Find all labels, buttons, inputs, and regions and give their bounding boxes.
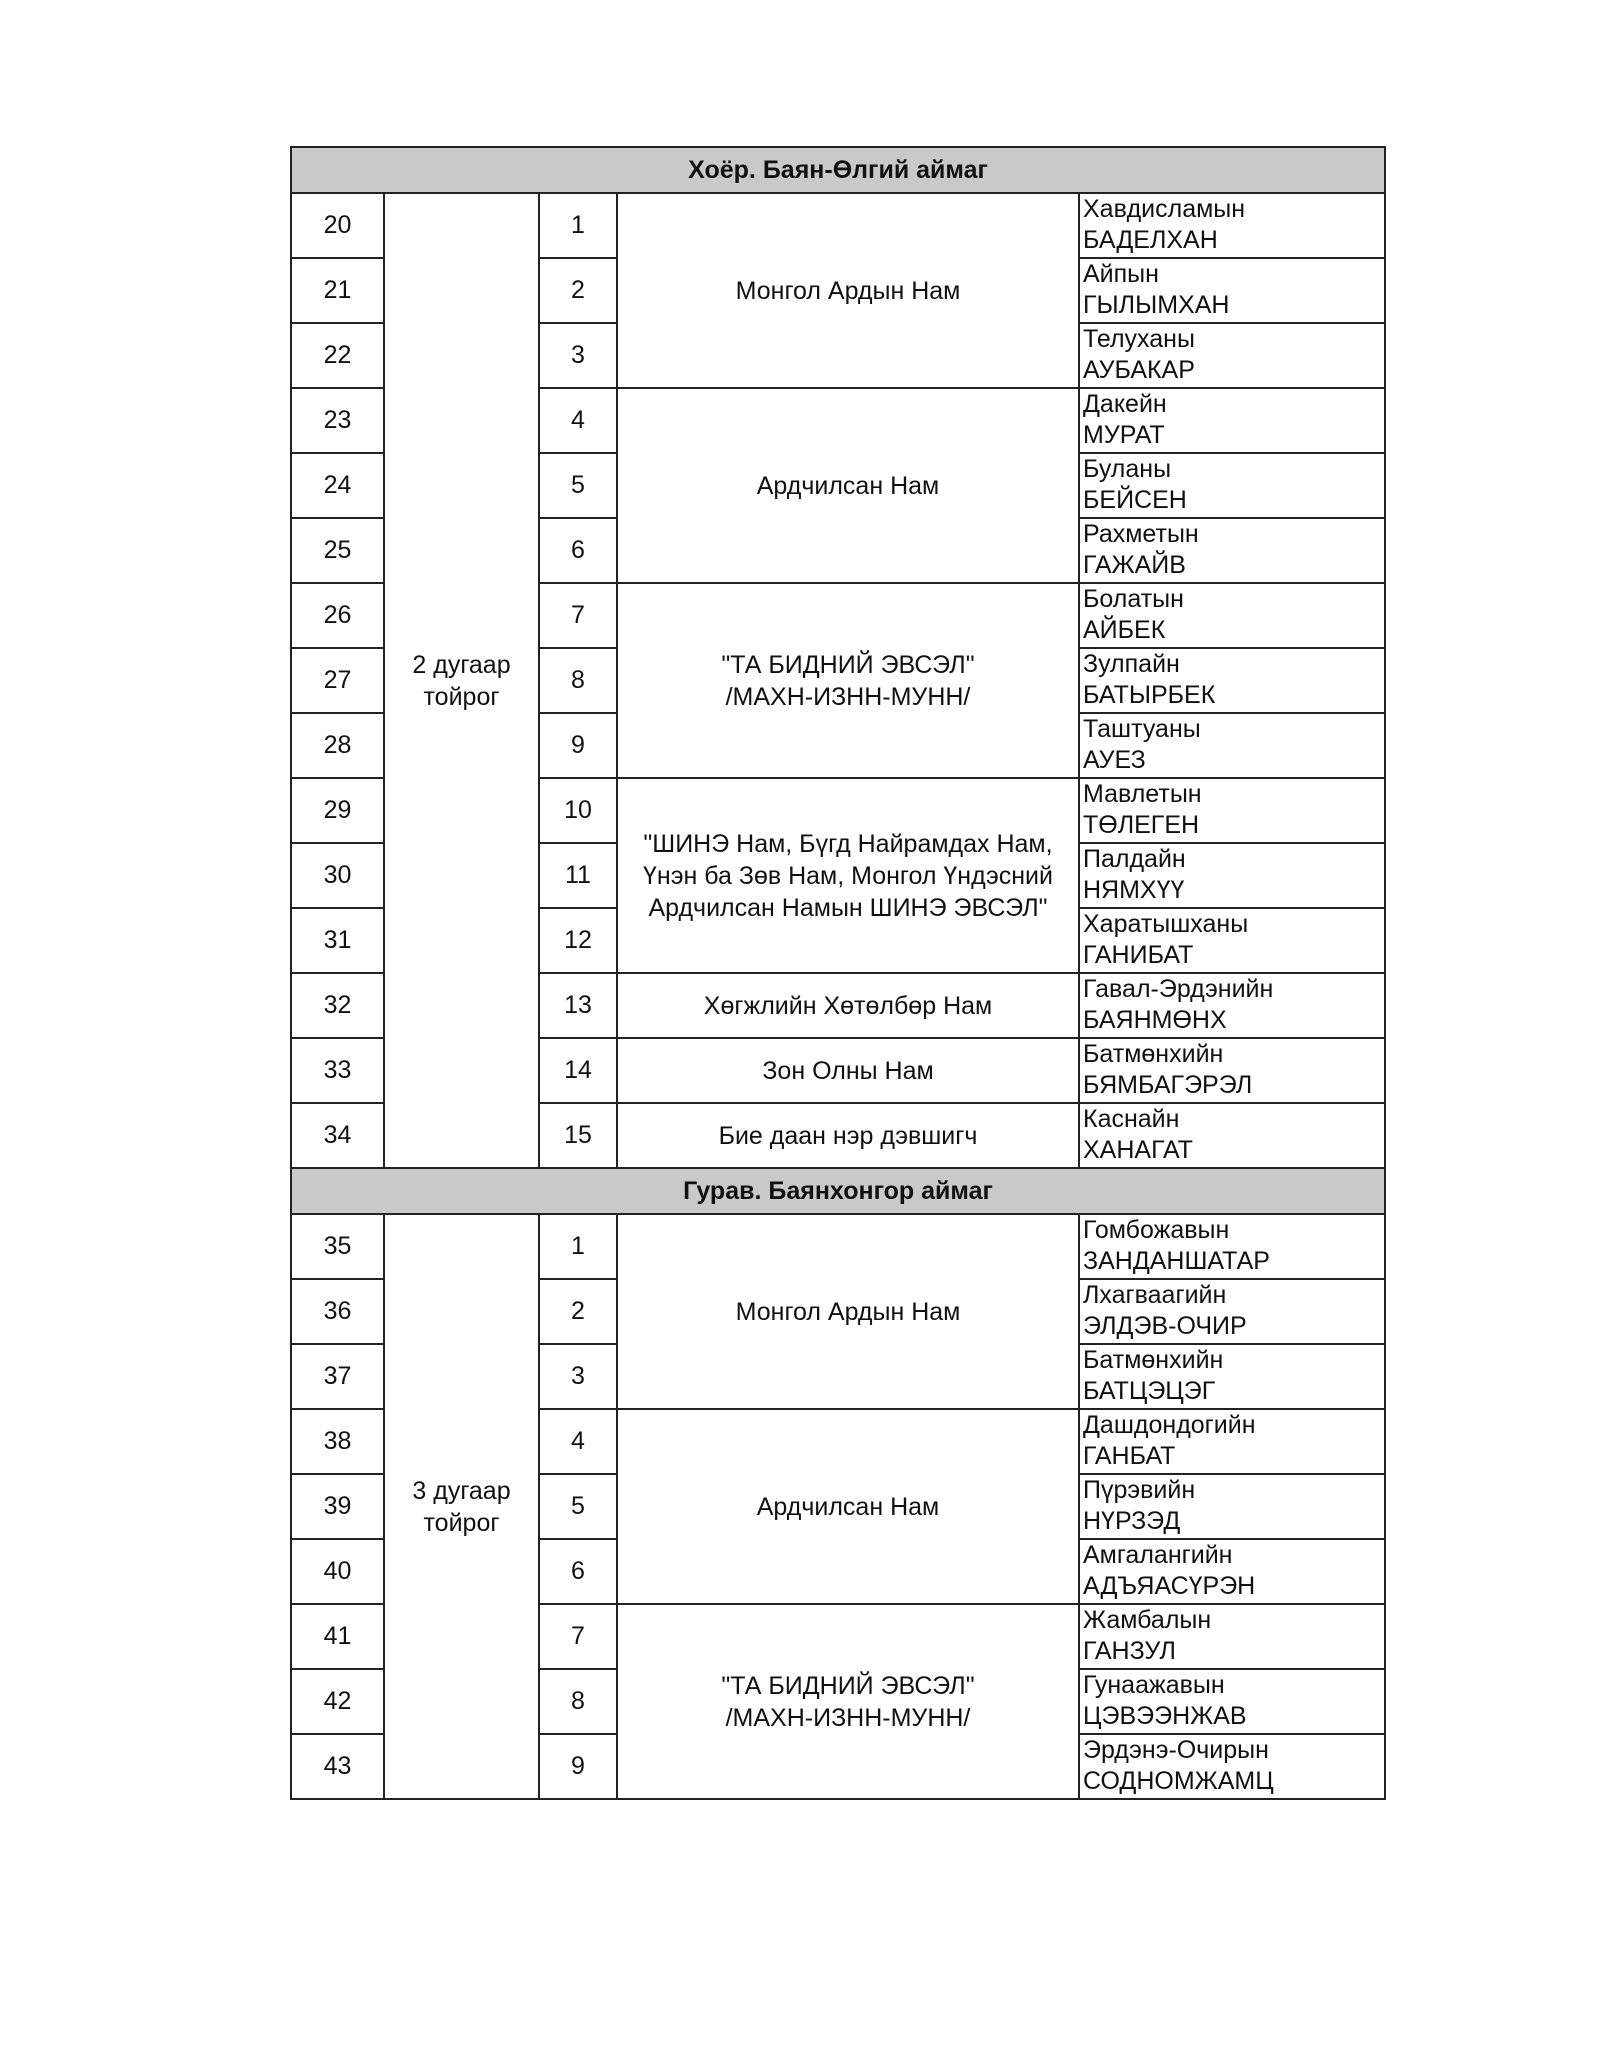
candidate-name-cell [1079, 1669, 1385, 1734]
candidate-number: 3 [539, 323, 617, 388]
district-cell: 2 дугаар тойрог [384, 193, 539, 1168]
party-name: Хөгжлийн Хөтөлбөр Нам [617, 973, 1079, 1038]
candidate-name-cell [1079, 713, 1385, 778]
candidate-name-cell [1079, 1214, 1385, 1279]
candidate-surname: ГАНБАТ [1083, 1442, 1176, 1470]
candidate-number: 14 [539, 1038, 617, 1103]
party-name: Бие даан нэр дэвшигч [617, 1103, 1079, 1168]
row-number: 23 [291, 388, 384, 453]
candidate-number: 2 [539, 1279, 617, 1344]
candidate-number: 9 [539, 1734, 617, 1799]
table-row [291, 193, 1385, 258]
candidate-number: 9 [539, 713, 617, 778]
row-number: 43 [291, 1734, 384, 1799]
candidate-number: 8 [539, 648, 617, 713]
candidate-number: 5 [539, 1474, 617, 1539]
candidate-surname: АУБАКАР [1083, 356, 1195, 384]
candidate-number: 7 [539, 1604, 617, 1669]
candidate-number: 3 [539, 1344, 617, 1409]
candidate-given-name: Гунаажавын [1083, 1671, 1225, 1699]
candidate-name-cell [1079, 323, 1385, 388]
candidate-given-name: Эрдэнэ-Очирын [1083, 1736, 1269, 1764]
candidate-name-cell [1079, 1279, 1385, 1344]
party-name: "ТА БИДНИЙ ЭВСЭЛ" /МАХН-ИЗНН-МУНН/ [617, 1604, 1079, 1799]
candidate-given-name: Лхагваагийн [1083, 1281, 1227, 1309]
row-number: 22 [291, 323, 384, 388]
row-number: 32 [291, 973, 384, 1038]
candidate-surname: ГАНИБАТ [1083, 941, 1194, 969]
candidate-given-name: Таштуаны [1083, 715, 1201, 743]
candidate-name-cell [1079, 453, 1385, 518]
candidate-surname: ЗАНДАНШАТАР [1083, 1247, 1270, 1275]
candidate-surname: БАТЦЭЦЭГ [1083, 1377, 1216, 1405]
candidate-surname: БЯМБАГЭРЭЛ [1083, 1071, 1253, 1099]
candidate-name-cell [1079, 778, 1385, 843]
candidate-number: 13 [539, 973, 617, 1038]
candidate-given-name: Амгалангийн [1083, 1541, 1233, 1569]
candidate-number: 11 [539, 843, 617, 908]
district-cell: 3 дугаар тойрог [384, 1214, 539, 1799]
candidate-name-cell [1079, 1604, 1385, 1669]
candidate-name-cell [1079, 908, 1385, 973]
candidate-surname: БЕЙСЕН [1083, 486, 1187, 514]
table-row [291, 1214, 1385, 1279]
row-number: 42 [291, 1669, 384, 1734]
section-header-row [291, 1168, 1385, 1214]
candidate-number: 2 [539, 258, 617, 323]
candidate-number: 1 [539, 193, 617, 258]
candidate-name-cell [1079, 258, 1385, 323]
section-title: Хоёр. Баян-Өлгий аймаг [291, 147, 1385, 193]
row-number: 36 [291, 1279, 384, 1344]
party-name: Монгол Ардын Нам [617, 193, 1079, 388]
candidate-surname: ТӨЛЕГЕН [1083, 811, 1200, 839]
candidate-surname: ГАНЗУЛ [1083, 1637, 1176, 1665]
candidate-surname: ГАЖАЙВ [1083, 551, 1186, 579]
candidate-given-name: Пүрэвийн [1083, 1476, 1196, 1504]
candidate-given-name: Дакейн [1083, 390, 1167, 418]
candidate-surname: АДЪЯАСҮРЭН [1083, 1572, 1256, 1600]
candidate-name-cell [1079, 1344, 1385, 1409]
candidate-surname: БАДЕЛХАН [1083, 226, 1218, 254]
candidate-name-cell [1079, 193, 1385, 258]
candidate-given-name: Харатышханы [1083, 910, 1249, 938]
candidate-number: 8 [539, 1669, 617, 1734]
party-name: Зон Олны Нам [617, 1038, 1079, 1103]
row-number: 27 [291, 648, 384, 713]
candidate-number: 1 [539, 1214, 617, 1279]
row-number: 26 [291, 583, 384, 648]
candidate-name-cell [1079, 583, 1385, 648]
candidate-given-name: Хавдисламын [1083, 195, 1246, 223]
candidate-given-name: Буланы [1083, 455, 1172, 483]
row-number: 25 [291, 518, 384, 583]
row-number: 29 [291, 778, 384, 843]
candidate-number: 6 [539, 518, 617, 583]
candidate-number: 10 [539, 778, 617, 843]
party-name: Монгол Ардын Нам [617, 1214, 1079, 1409]
row-number: 28 [291, 713, 384, 778]
candidate-surname: БАТЫРБЕК [1083, 681, 1216, 709]
party-name: "ШИНЭ Нам, Бүгд Найрамдах Нам, Үнэн ба Зөв Нам, Монгол Үндэсний Ардчилсан Намын ШИНЭ ЭВСЭЛ" [617, 778, 1079, 973]
candidate-given-name: Гавал-Эрдэнийн [1083, 975, 1274, 1003]
candidate-surname: АЙБЕК [1083, 616, 1166, 644]
candidate-given-name: Зулпайн [1083, 650, 1180, 678]
candidate-number: 12 [539, 908, 617, 973]
candidate-number: 7 [539, 583, 617, 648]
candidate-given-name: Рахметын [1083, 520, 1199, 548]
candidate-name-cell [1079, 1539, 1385, 1604]
candidate-number: 5 [539, 453, 617, 518]
candidate-number: 6 [539, 1539, 617, 1604]
candidate-given-name: Айпын [1083, 260, 1159, 288]
candidate-surname: ХАНАГАТ [1083, 1136, 1193, 1164]
candidate-name-cell [1079, 648, 1385, 713]
candidate-given-name: Болатын [1083, 585, 1184, 613]
section-header-row [291, 147, 1385, 193]
row-number: 41 [291, 1604, 384, 1669]
row-number: 21 [291, 258, 384, 323]
party-name: "ТА БИДНИЙ ЭВСЭЛ" /МАХН-ИЗНН-МУНН/ [617, 583, 1079, 778]
candidate-name-cell [1079, 1474, 1385, 1539]
candidate-table [290, 146, 1386, 1800]
candidate-name-cell [1079, 1038, 1385, 1103]
row-number: 20 [291, 193, 384, 258]
party-name: Ардчилсан Нам [617, 388, 1079, 583]
candidate-given-name: Телуханы [1083, 325, 1195, 353]
candidate-given-name: Мавлетын [1083, 780, 1202, 808]
row-number: 40 [291, 1539, 384, 1604]
row-number: 24 [291, 453, 384, 518]
row-number: 30 [291, 843, 384, 908]
candidate-name-cell [1079, 1409, 1385, 1474]
candidate-surname: ГЫЛЫМХАН [1083, 291, 1230, 319]
candidate-surname: АУЕЗ [1083, 746, 1146, 774]
candidate-given-name: Каснайн [1083, 1105, 1180, 1133]
section-title: Гурав. Баянхонгор аймаг [291, 1168, 1385, 1214]
candidate-surname: НЯМХҮҮ [1083, 876, 1185, 904]
candidate-surname: БАЯНМӨНХ [1083, 1006, 1227, 1034]
candidate-surname: ЦЭВЭЭНЖАВ [1083, 1702, 1247, 1730]
row-number: 33 [291, 1038, 384, 1103]
candidate-name-cell [1079, 388, 1385, 453]
candidate-name-cell [1079, 1734, 1385, 1799]
candidate-surname: МУРАТ [1083, 421, 1165, 449]
party-name: Ардчилсан Нам [617, 1409, 1079, 1604]
candidate-name-cell [1079, 973, 1385, 1038]
row-number: 31 [291, 908, 384, 973]
candidate-given-name: Батмөнхийн [1083, 1346, 1224, 1374]
candidate-given-name: Дашдондогийн [1083, 1411, 1256, 1439]
candidate-given-name: Батмөнхийн [1083, 1040, 1224, 1068]
row-number: 39 [291, 1474, 384, 1539]
candidate-name-cell [1079, 843, 1385, 908]
row-number: 34 [291, 1103, 384, 1168]
candidate-given-name: Жамбалын [1083, 1606, 1212, 1634]
candidate-number: 4 [539, 1409, 617, 1474]
candidate-given-name: Гомбожавын [1083, 1216, 1230, 1244]
candidate-number: 4 [539, 388, 617, 453]
row-number: 37 [291, 1344, 384, 1409]
candidate-given-name: Палдайн [1083, 845, 1186, 873]
candidate-number: 15 [539, 1103, 617, 1168]
candidate-name-cell [1079, 518, 1385, 583]
row-number: 38 [291, 1409, 384, 1474]
candidate-surname: ЭЛДЭВ-ОЧИР [1083, 1312, 1247, 1340]
candidate-surname: СОДНОМЖАМЦ [1083, 1767, 1274, 1795]
row-number: 35 [291, 1214, 384, 1279]
candidate-surname: НҮРЗЭД [1083, 1507, 1181, 1535]
candidate-name-cell [1079, 1103, 1385, 1168]
